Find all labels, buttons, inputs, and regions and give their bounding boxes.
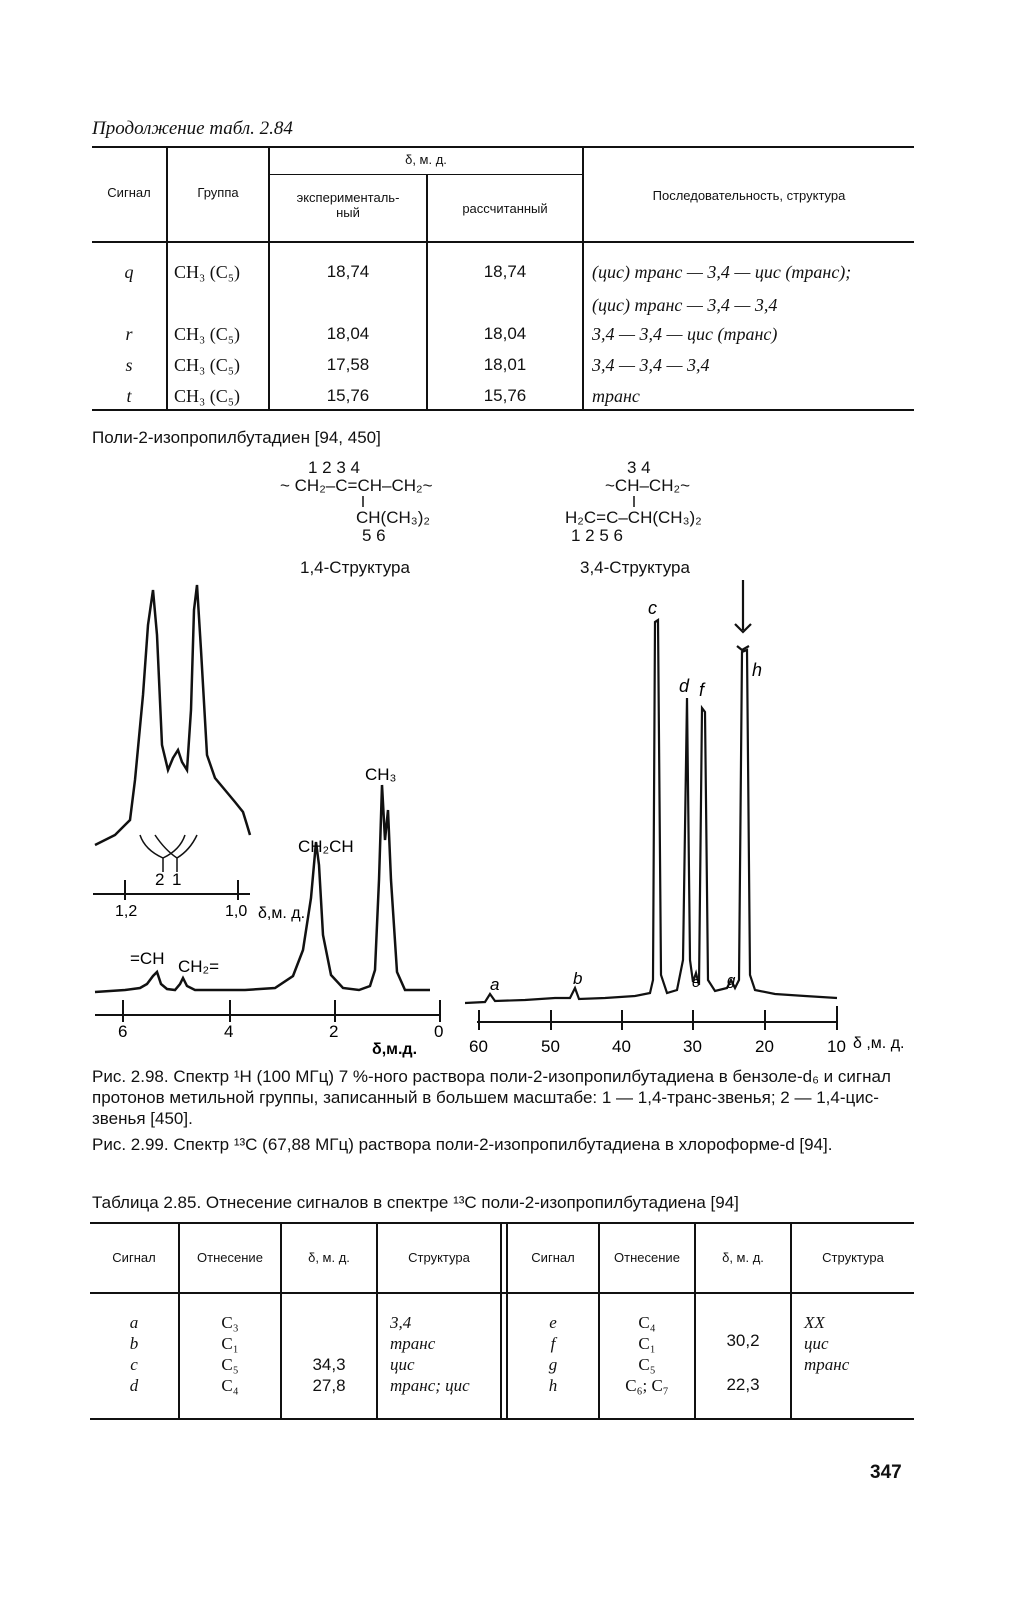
t285-left-signals xyxy=(90,1312,178,1396)
row-group: CH₃ (C₅) xyxy=(174,324,241,344)
t285-right-assign-item: C₁ xyxy=(638,1334,656,1353)
t285-header-cell: Сигнал xyxy=(531,1250,575,1265)
polymer-title: Поли-2-изопропилбутадиен [94, 450] xyxy=(92,428,381,447)
t285-header-cell: Структура xyxy=(408,1250,470,1265)
t285-right-signals xyxy=(508,1312,598,1396)
t285-left-struct-item: 3,4 xyxy=(390,1313,412,1332)
row-signal: t xyxy=(126,386,132,406)
s34-chain: ~CH–CH₂~ xyxy=(605,476,691,495)
tick-50: 50 xyxy=(541,1037,560,1056)
header-experimental: эксперименталь- ный xyxy=(296,190,400,220)
t285-right-delta-item: 22,3 xyxy=(726,1375,760,1394)
table-top-rule xyxy=(92,146,914,148)
row-group: CH₃ (C₅) xyxy=(174,355,241,375)
header-sequence: Последовательность, структура xyxy=(652,188,846,203)
peak-label-b: b xyxy=(573,969,583,988)
peak-label-c: c xyxy=(648,598,657,618)
inset-brackets xyxy=(140,835,197,872)
table-bottom-rule xyxy=(92,409,914,411)
inset-label-1: 1 xyxy=(172,870,182,889)
tick-20: 20 xyxy=(755,1037,774,1056)
structure-1-4 xyxy=(280,458,433,577)
tick-30: 30 xyxy=(683,1037,702,1056)
peak-label-f: f xyxy=(699,680,705,700)
peak-label-g: g xyxy=(727,972,736,989)
t285-right-signals-item: e xyxy=(549,1313,557,1332)
t285-right-delta-item: 30,2 xyxy=(726,1331,760,1350)
table-header-rule xyxy=(92,241,914,243)
s34-sub-numbers: 1 2 5 6 xyxy=(571,526,623,545)
row-group: CH₃ (C₅) xyxy=(174,262,241,282)
t285-left-delta-item: 34,3 xyxy=(312,1355,346,1374)
inset-trace xyxy=(95,585,250,845)
t285-header-cell: Отнесение xyxy=(197,1250,263,1265)
tick-60: 60 xyxy=(469,1037,488,1056)
t285-right-assign-item: C₆; C₇ xyxy=(625,1376,669,1395)
t285-header-cell: Отнесение xyxy=(614,1250,680,1265)
spectrum-13c-axis-unit: δ ,м. д. xyxy=(853,1035,905,1052)
t285-right-assign xyxy=(600,1312,694,1396)
row-sequence: (цис) транс — 3,4 — 3,4 xyxy=(592,295,778,315)
peak-label-h: h xyxy=(752,660,763,680)
t285-left-struct-item: транс; цис xyxy=(390,1376,470,1395)
peak-label-e: e xyxy=(692,974,701,991)
t285-header-cell: Сигнал xyxy=(112,1250,156,1265)
s14-sub-numbers: 5 6 xyxy=(362,526,386,545)
t285-right-struct xyxy=(804,1312,914,1375)
spectrum-1h xyxy=(85,580,465,1060)
row-sequence: транс xyxy=(592,386,640,406)
inset-tick-1-0: 1,0 xyxy=(225,903,248,920)
t285-left-signals-item: a xyxy=(129,1313,139,1332)
spectrum-13c xyxy=(465,580,925,1060)
row-calculated: 18,04 xyxy=(483,324,527,343)
t285-right-signals-item: f xyxy=(550,1334,556,1353)
inset-label-2: 2 xyxy=(155,870,165,889)
t285-right-signals-item: g xyxy=(548,1355,558,1374)
tick-0: 0 xyxy=(434,1022,444,1041)
t285-left-struct-item: цис xyxy=(390,1355,415,1374)
header-signal: Сигнал xyxy=(107,185,151,200)
table-continuation-caption: Продолжение табл. 2.84 xyxy=(92,118,293,139)
row-signal: r xyxy=(125,324,133,344)
row-sequence: 3,4 — 3,4 — 3,4 xyxy=(592,355,710,375)
t285-left-assign xyxy=(180,1312,280,1396)
t285-left-delta-item: 27,8 xyxy=(312,1376,346,1395)
t285-right-struct-item: цис xyxy=(804,1334,829,1353)
tick-10: 10 xyxy=(827,1037,846,1056)
t285-left-signals-item: d xyxy=(129,1376,139,1395)
tick-4: 4 xyxy=(224,1022,234,1041)
peak-label-a: a xyxy=(490,975,500,994)
row-group: CH₃ (C₅) xyxy=(174,386,241,406)
structure-3-4 xyxy=(565,458,702,577)
t285-right-struct-item: XX xyxy=(804,1313,825,1332)
t285-right-signals-item: h xyxy=(548,1376,558,1395)
caption-fig-2-98: Рис. 2.98. Спектр ¹H (100 МГц) 7 %-ного раствора поли-2-изопропилбутадиена в бензоле-d₆ и сигнал протонов метильной группы, записанный в большем масштабе: 1 — 1,4-транс-звенья; 2 — 1,4-цис-звенья [450]. xyxy=(92,1067,891,1128)
t285-left-assign-item: C₃ xyxy=(221,1313,239,1332)
tick-6: 6 xyxy=(118,1022,128,1041)
row-experimental: 15,76 xyxy=(326,386,370,405)
t285-left-delta xyxy=(282,1354,376,1396)
t285-right-assign-item: C₅ xyxy=(638,1355,656,1374)
spectrum-1h-axis-unit: δ,м.д. xyxy=(372,1041,418,1058)
row-experimental: 18,04 xyxy=(326,324,370,343)
row-experimental: 17,58 xyxy=(326,355,370,374)
t285-left-signals-item: b xyxy=(129,1334,139,1353)
peak-label-ch2: CH₂= xyxy=(178,957,220,976)
s34-numbers: 3 4 xyxy=(627,458,651,477)
t285-header-cell: δ, м. д. xyxy=(722,1250,764,1265)
header-group: Группа xyxy=(197,185,239,200)
row-calculated: 18,74 xyxy=(483,262,527,281)
t285-left-struct xyxy=(390,1312,500,1396)
page-number: 347 xyxy=(870,1462,902,1483)
peak-label-ch: =CH xyxy=(130,949,165,968)
row-signal: q xyxy=(124,262,134,282)
row-sequence: 3,4 — 3,4 — цис (транс) xyxy=(592,324,778,344)
s14-label: 1,4-Структура xyxy=(300,558,410,577)
table285-title: Таблица 2.85. Отнесение сигналов в спектре ¹³C поли-2-изопропилбутадиена [94] xyxy=(92,1193,739,1212)
s14-chain: ~ CH₂–C=CH–CH₂~ xyxy=(280,476,433,495)
peak-label-ch2ch: CH₂CH xyxy=(298,837,354,856)
structure-formulas xyxy=(270,455,750,580)
t285-left-assign-item: C₄ xyxy=(221,1376,239,1395)
header-calculated: рассчитанный xyxy=(462,201,548,216)
inset-tick-1-2: 1,2 xyxy=(115,903,138,920)
t285-left-assign-item: C₅ xyxy=(221,1355,239,1374)
row-signal: s xyxy=(125,355,133,375)
t285-left-signals-item: c xyxy=(130,1355,138,1374)
t285-divider-double xyxy=(500,1222,502,1420)
table-col-divider xyxy=(582,146,584,410)
spectrum-13c-trace xyxy=(465,620,837,1003)
inset-axis-unit: δ,м. д. xyxy=(258,905,306,922)
row-calculated: 18,01 xyxy=(483,355,527,374)
header-delta: δ, м. д. xyxy=(405,152,447,167)
t285-right-assign-item: C₄ xyxy=(638,1313,656,1332)
s34-substituent: H₂C=C–CH(CH₃)₂ xyxy=(565,508,702,527)
t285-left-struct-item: транс xyxy=(390,1334,436,1353)
s34-label: 3,4-Структура xyxy=(580,558,690,577)
t285-left-assign-item: C₁ xyxy=(221,1334,239,1353)
t285-header-cell: Структура xyxy=(822,1250,884,1265)
row-experimental: 18,74 xyxy=(326,262,370,281)
row-calculated: 15,76 xyxy=(483,386,527,405)
broken-peak-marker xyxy=(735,580,751,650)
s14-substituent: CH(CH₃)₂ xyxy=(356,508,430,527)
t285-right-struct-item: транс xyxy=(804,1355,850,1374)
peak-label-d: d xyxy=(679,676,690,696)
s14-numbers: 1 2 3 4 xyxy=(308,458,360,477)
tick-40: 40 xyxy=(612,1037,631,1056)
t285-header-cell: δ, м. д. xyxy=(308,1250,350,1265)
peak-label-ch3: CH₃ xyxy=(365,765,397,784)
row-sequence: (цис) транс — 3,4 — цис (транс); xyxy=(592,262,852,282)
tick-2: 2 xyxy=(329,1022,339,1041)
caption-fig-2-99: Рис. 2.99. Спектр ¹³C (67,88 МГц) раствора поли-2-изопропилбутадиена в хлороформе-d [94]. xyxy=(92,1135,833,1154)
